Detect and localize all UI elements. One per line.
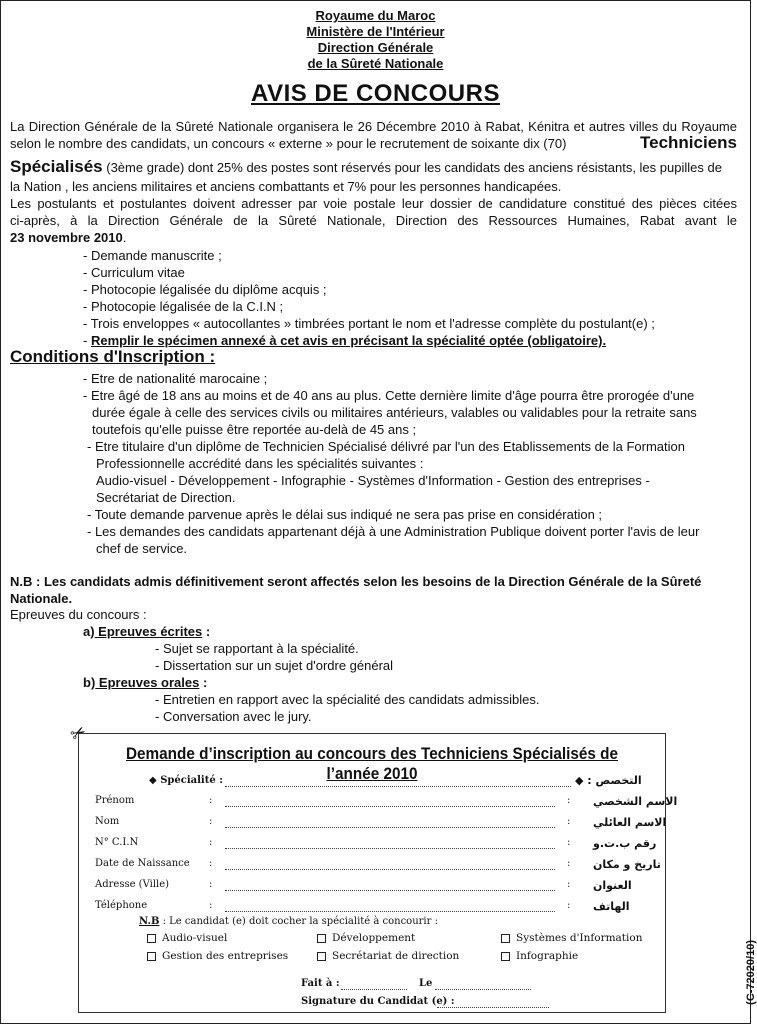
option-label: Systèmes d'Information (516, 932, 643, 944)
condition-2c: toutefois qu'elle puisse être reportée au-delà de 45 ans ; (92, 422, 417, 437)
field-telephone-colon: : (209, 900, 213, 911)
condition-2a: - Etre âgé de 18 ans au moins et de 40 ans au plus. Cette dernière limite d'âge pourra être prorogée d'une (83, 388, 695, 403)
field-cin-input[interactable] (225, 848, 555, 849)
nb-line-1: N.B : Les candidats admis définitivement seront affectés selon les besoins de la Direction Générale de la Sûreté (10, 574, 702, 589)
epreuves-b-colon: : (199, 675, 208, 690)
header-surete: de la Sûreté Nationale (307, 56, 444, 71)
field-prenom-input[interactable] (225, 806, 555, 807)
intro-techniciens: Techniciens (640, 133, 737, 152)
signature-label: Signature du Candidat (e) : (301, 996, 455, 1007)
page-title: AVIS DE CONCOURS (251, 80, 500, 107)
conditions-title: Conditions d'Inscription : (10, 347, 216, 366)
header-direction: Direction Générale (317, 40, 434, 55)
condition-2b: durée égale à celle des services civils ou militaires antérieurs, valables ou validables pour la retraite sans (92, 405, 697, 420)
epreuves-b-prefix: b) (83, 675, 96, 690)
intro-line-6: ci-après, à la Direction Générale de la Sûreté Nationale, Direction des Ressources Humaines, Rabat avant le (10, 213, 737, 228)
piece-item-1: - Demande manuscrite ; (83, 248, 222, 263)
field-cin-colon-ar: : (567, 837, 571, 848)
field-naissance-colon-ar: : (567, 858, 571, 869)
field-adresse-colon-ar: : (567, 879, 571, 890)
condition-3b: Professionnelle accrédité dans les spécialités suivantes : (96, 456, 424, 471)
condition-3d: Secrétariat de Direction. (96, 490, 236, 505)
field-nom-input[interactable] (225, 827, 555, 828)
specialite-ar: التخصص : ◆ (575, 774, 642, 787)
field-prenom-label: Prénom (95, 795, 135, 806)
intro-line-7 (10, 229, 126, 246)
field-naissance-colon: : (209, 858, 213, 869)
condition-4: - Toute demande parvenue après le délai sus indiqué ne sera pas prise en considération ; (87, 507, 603, 522)
reference-code: (C-72020/10) (745, 940, 757, 1005)
epreuves-ecrites-label: Epreuves écrites (94, 624, 203, 639)
epreuves-intro: Epreuves du concours : (10, 607, 147, 622)
checkbox[interactable] (147, 952, 156, 961)
piece-item-2: - Curriculum vitae (83, 265, 185, 280)
option-label: Infographie (516, 950, 579, 962)
epreuves-ecrites-heading (83, 623, 210, 640)
intro-line-1: La Direction Générale de la Sûreté Nationale organisera le 26 Décembre 2010 à Rabat, Kénitra et autres villes du Royaume (10, 119, 737, 134)
field-naissance-input[interactable] (225, 869, 555, 870)
option-label: Développement (332, 932, 416, 944)
specialite-ar-text: التخصص (595, 774, 642, 787)
option-infographie[interactable] (501, 950, 578, 962)
condition-1: - Etre de nationalité marocaine ; (83, 371, 268, 386)
field-cin-label: N° C.I.N (95, 837, 139, 848)
epreuves-a-prefix: a) (83, 624, 95, 639)
intro-line-3 (10, 158, 722, 176)
option-secretariat-direction[interactable] (317, 950, 459, 962)
field-nom-colon-ar: : (567, 816, 571, 827)
field-adresse-label: Adresse (Ville) (95, 879, 170, 890)
option-developpement[interactable] (317, 932, 415, 944)
field-telephone-ar: الهاتف (593, 900, 630, 913)
field-prenom-ar: الاسم الشخصي (593, 795, 678, 808)
deadline-period: . (122, 230, 127, 245)
intro-line-2-text: selon le nombre des candidats, un concours « externe » pour le recrutement de soixante dix (70) (10, 136, 567, 151)
fait-label: Fait à : (301, 978, 340, 989)
form-nb-text: : Le candidat (e) doit cocher la spécialité à concourir : (159, 916, 438, 927)
condition-3c: Audio-visuel - Développement - Infographie - Systèmes d'Information - Gestion des entreprises - (96, 473, 650, 488)
condition-3a: - Etre titulaire d'un diplôme de Technicien Spécialisé délivré par l'un des Etablissements de la Formation (87, 439, 685, 454)
option-audio-visuel[interactable] (147, 932, 227, 944)
checkbox[interactable] (147, 934, 156, 943)
arrow-left-icon: ◆ (149, 775, 157, 786)
field-adresse-ar: العنوان (593, 879, 632, 892)
epreuves-orales-label: Epreuves orales (95, 675, 200, 690)
nb-line-2: Nationale. (10, 591, 73, 606)
fait-input[interactable] (341, 989, 407, 990)
checkbox[interactable] (317, 952, 326, 961)
piece-item-3: - Photocopie légalisée du diplôme acquis ; (83, 282, 327, 297)
form-nb (139, 916, 438, 927)
epreuve-ecrite-2: - Dissertation sur un sujet d'ordre général (155, 658, 394, 673)
checkbox[interactable] (501, 952, 510, 961)
epreuve-ecrite-1: - Sujet se rapportant à la spécialité. (155, 641, 359, 656)
option-systemes-information[interactable] (501, 932, 642, 944)
piece-item-6-dash: - (83, 333, 91, 348)
field-nom-colon: : (209, 816, 213, 827)
arrow-right-icon: ◆ (575, 774, 584, 787)
checkbox[interactable] (501, 934, 510, 943)
piece-item-4: - Photocopie légalisée de la C.I.N ; (83, 299, 284, 314)
option-gestion-entreprises[interactable] (147, 950, 288, 962)
scissors-icon: ✂ (66, 720, 90, 746)
field-adresse-colon: : (209, 879, 213, 890)
option-label: Secrétariat de direction (332, 950, 460, 962)
field-telephone-input[interactable] (225, 911, 555, 912)
application-form (78, 733, 678, 1013)
checkbox[interactable] (317, 934, 326, 943)
piece-item-5: - Trois enveloppes « autocollantes » timbrées portant le nom et l'adresse complète du postulant(e) ; (83, 316, 655, 331)
specialite-label-text: Spécialité : (160, 775, 223, 786)
intro-line-2 (10, 135, 737, 152)
form-title: Demande d’inscription au concours des Techniciens Spécialisés de l’année 2010 (125, 744, 619, 783)
field-prenom-colon-ar: : (567, 795, 571, 806)
condition-5b: chef de service. (96, 541, 188, 556)
signature-input[interactable] (437, 1007, 549, 1008)
condition-5a: - Les demandes des candidats appartenant déjà à une Administration Publique doivent porter l'avis de leur (87, 524, 700, 539)
epreuves-a-colon: : (202, 624, 211, 639)
epreuve-orale-2: - Conversation avec le jury. (155, 709, 312, 724)
field-nom-ar: الاسم العائلي (593, 816, 667, 829)
epreuve-orale-1: - Entretien en rapport avec la spécialité des candidats admissibles. (155, 692, 540, 707)
intro-line-3-text: (3ème grade) dont 25% des postes sont réservés pour les candidats des anciens résistants, les pupilles de (106, 160, 722, 175)
specialite-label (149, 775, 223, 786)
field-cin-ar: رقم ب.ت.و (593, 837, 657, 850)
intro-line-5: Les postulants et postulantes doivent adresser par voie postale leur dossier de candidature constitué des pièces citées (10, 196, 737, 211)
le-label: Le (419, 978, 433, 989)
field-cin-colon: : (209, 837, 213, 848)
piece-item-6-text: Remplir le spécimen annexé à cet avis en précisant la spécialité optée (obligatoire). (90, 333, 607, 348)
specialite-input[interactable] (225, 786, 571, 787)
option-label: Gestion des entreprises (162, 950, 289, 962)
option-label: Audio-visuel (162, 932, 228, 944)
deadline-date: 23 novembre 2010 (10, 230, 123, 245)
intro-specialises: Spécialisés (10, 157, 103, 176)
field-naissance-ar: تاريخ و مكان (593, 858, 661, 871)
header-kingdom: Royaume du Maroc (315, 8, 436, 23)
field-telephone-colon-ar: : (567, 900, 571, 911)
field-naissance-label: Date de Naissance (95, 858, 190, 869)
field-adresse-input[interactable] (225, 890, 555, 891)
field-telephone-label: Téléphone (95, 900, 148, 911)
le-input[interactable] (435, 989, 531, 990)
header-ministry: Ministère de l'Intérieur (306, 24, 445, 39)
field-nom-label: Nom (95, 816, 120, 827)
form-nb-label: N.B (139, 916, 160, 927)
epreuves-orales-heading (83, 674, 207, 691)
field-prenom-colon: : (209, 795, 213, 806)
intro-line-4: la Nation , les anciens militaires et anciens combattants et 7% pour les personnes handicapées. (10, 179, 562, 194)
